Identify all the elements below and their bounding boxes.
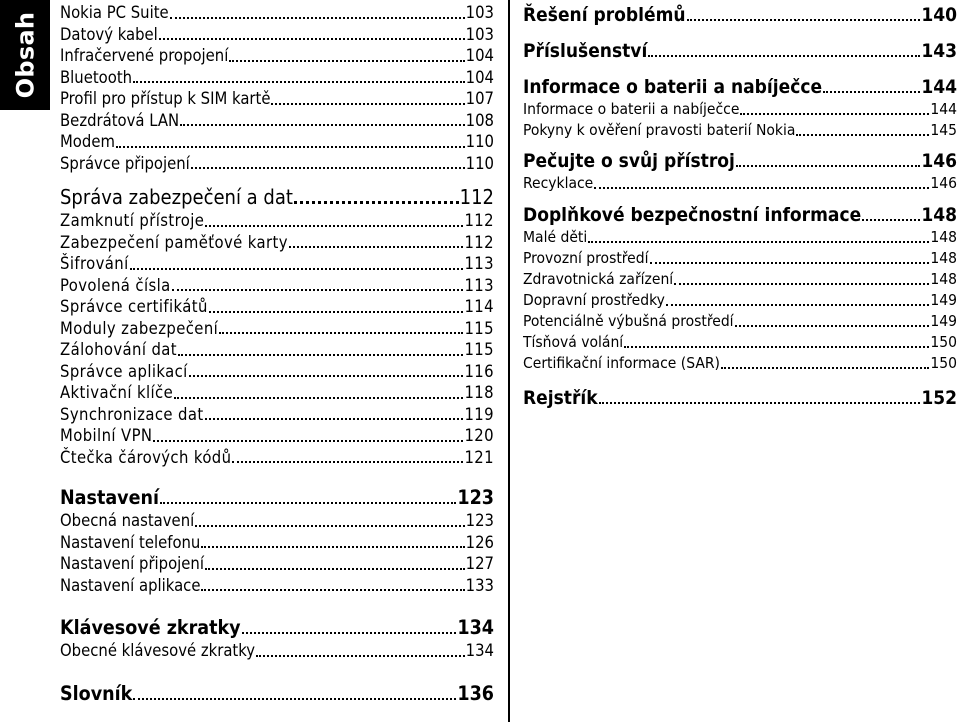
toc-section-settings[interactable]: Nastavení 123: [60, 486, 494, 509]
contents-tab: [0, 0, 50, 110]
toc-section-troubleshooting[interactable]: Řešení problémů 140: [523, 4, 957, 26]
toc-section-shortcuts[interactable]: Klávesové zkratky 134: [60, 616, 494, 639]
toc-entry[interactable]: Správce aplikací 116: [60, 361, 494, 381]
toc-entry[interactable]: Provozní prostředí 148: [523, 249, 957, 267]
toc-section-safety[interactable]: Doplňkové bezpečnostní informace 148: [523, 204, 957, 226]
toc-entry[interactable]: Pokyny k ověření pravosti baterií Nokia 145: [523, 121, 957, 139]
toc-left-column: [60, 2, 494, 706]
toc-entry[interactable]: Čtečka čárových kódů 121: [60, 447, 494, 467]
toc-entry[interactable]: Správce připojení 110: [60, 153, 494, 173]
toc-entry[interactable]: Certifikační informace (SAR) 150: [523, 354, 957, 372]
toc-entry[interactable]: Nastavení telefonu 126: [60, 532, 494, 552]
toc-entry[interactable]: Recyklace 146: [523, 174, 957, 192]
toc-section-index[interactable]: Rejstřík 152: [523, 387, 957, 409]
toc-section-care[interactable]: Pečujte o svůj přístroj 146: [523, 150, 957, 172]
toc-section-security[interactable]: Správa zabezpečení a dat 112: [60, 185, 494, 209]
toc-entry[interactable]: Aktivační klíče 118: [60, 383, 494, 402]
toc-entry[interactable]: Potenciálně výbušná prostředí 149: [523, 312, 957, 330]
toc-entry[interactable]: Zdravotnická zařízení 148: [523, 270, 957, 288]
toc-entry[interactable]: Tísňová volání 150: [523, 333, 957, 351]
toc-entry[interactable]: Infračervené propojení 104: [60, 46, 494, 65]
toc-section-accessories[interactable]: Příslušenství 143: [523, 40, 957, 62]
toc-entry[interactable]: Nastavení připojení 127: [60, 554, 494, 573]
toc-section-glossary[interactable]: Slovník 136: [60, 681, 494, 705]
toc-entry[interactable]: Šifrování 113: [60, 254, 494, 273]
toc-section-battery[interactable]: Informace o baterii a nabíječce 144: [523, 76, 957, 98]
contents-tab-label: Obsah: [11, 11, 39, 99]
toc-entry[interactable]: Zamknutí přístroje 112: [60, 211, 494, 230]
toc-entry[interactable]: Informace o baterii a nabíječce 144: [523, 100, 957, 118]
toc-entry[interactable]: Synchronizace dat 119: [60, 404, 494, 424]
toc-entry[interactable]: Malé děti 148: [523, 228, 957, 246]
toc-entry[interactable]: Nastavení aplikace 133: [60, 575, 494, 595]
toc-entry[interactable]: Bezdrátová LAN 108: [60, 110, 494, 130]
toc-entry[interactable]: Dopravní prostředky 149: [523, 291, 957, 309]
toc-entry[interactable]: Povolená čísla 113: [60, 275, 494, 295]
toc-entry[interactable]: Mobilní VPN 120: [60, 426, 494, 445]
toc-entry[interactable]: Modem 110: [60, 132, 494, 151]
toc-entry[interactable]: Profil pro přístup k SIM kartě 107: [60, 89, 494, 108]
toc-entry[interactable]: Zabezpečení paměťové karty 112: [60, 232, 494, 252]
toc-right-column: [523, 3, 957, 410]
toc-entry[interactable]: Moduly zabezpečení 115: [60, 318, 494, 338]
toc-entry[interactable]: Nokia PC Suite 103: [60, 3, 494, 22]
toc-entry[interactable]: Obecná nastavení 123: [60, 511, 494, 530]
toc-entry[interactable]: Zálohování dat 115: [60, 340, 494, 359]
toc-entry[interactable]: Obecné klávesové zkratky 134: [60, 641, 494, 660]
toc-entry[interactable]: Bluetooth 104: [60, 67, 494, 87]
toc-entry[interactable]: Datový kabel 103: [60, 24, 494, 44]
column-divider: [508, 0, 510, 722]
toc-entry[interactable]: Správce certifikátů 114: [60, 297, 494, 316]
